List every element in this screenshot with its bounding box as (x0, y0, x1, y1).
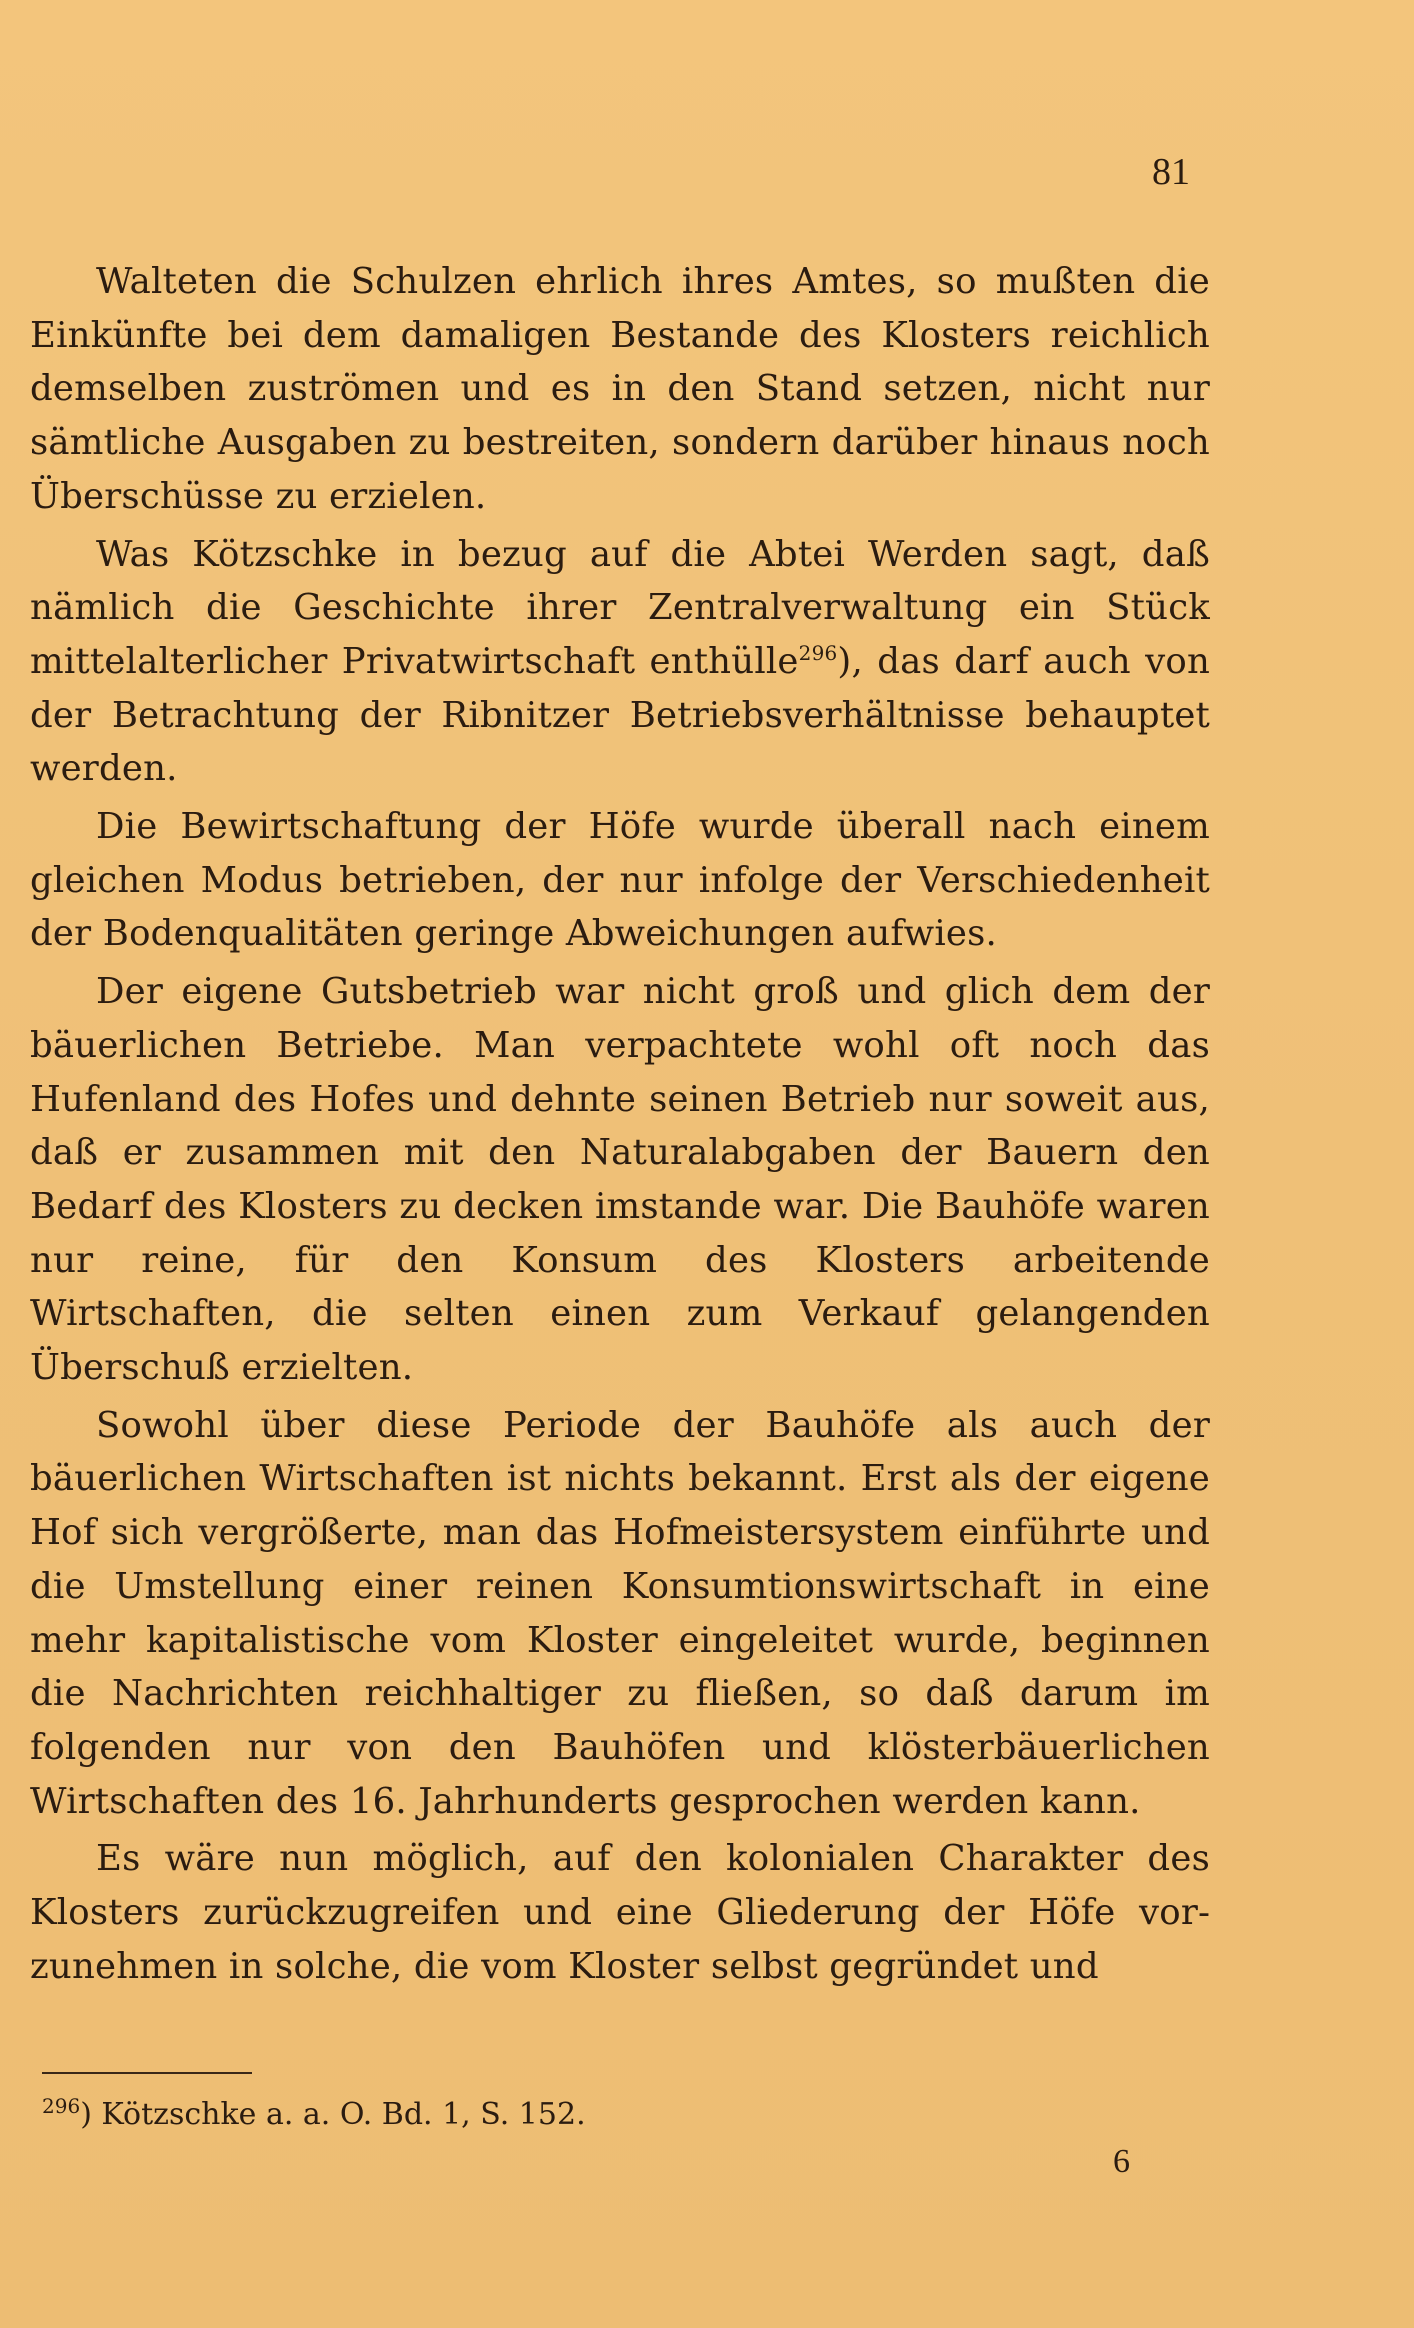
paragraph: Walteten die Schulzen ehrlich ihres Amtes, so mußten die Einkünfte bei dem damaligen Bestande des Klosters reichlich demselben zuströmen und es in den Stand setzen, nicht nur sämtliche Ausgaben zu bestreiten, sondern darüber hinaus noch Überschüsse zu erzielen. (30, 261, 1210, 517)
footnote (42, 2095, 586, 2135)
paragraph: Die Bewirtschaftung der Höfe wurde überall nach einem gleichen Modus betrieben, der nur infolge der Verschiedenheit der Bodenqualitäten geringe Abweichungen aufwies. (30, 806, 1210, 955)
paragraph (30, 528, 1210, 797)
footnote-mark: 296 (42, 2094, 81, 2118)
page-number: 81 (1152, 151, 1190, 193)
footnote-text: ) Kötzschke a. a. O. Bd. 1, S. 152. (80, 2097, 586, 2132)
paragraph: Der eigene Gutsbetrieb war nicht groß und glich dem der bäuerlichen Betriebe. Man verpachtete wohl oft noch das Hufenland des Hofes und dehnte seinen Betrieb nur soweit aus, daß er zusammen mit den Naturalabgaben der Bauern den Bedarf des Klosters zu decken imstande war. Die Bauhöfe waren nur reine, für den Konsum des Klosters arbeitende Wirtschaften, die selten einen zum Verkauf gelangenden Überschuß erzielten. (30, 971, 1210, 1389)
body-text (30, 255, 1210, 1998)
paragraph: Es wäre nun möglich, auf den kolonialen Charakter des Klosters zurückzugreifen und eine Gliederung der Höfe vorzunehmen in solche, die vom Kloster selbst gegründet und (30, 1838, 1210, 1987)
paragraph-text: Was Kötzschke in bezug auf die Abtei Werden sagt, daß nämlich die Geschichte ihrer Zentralverwaltung ein Stück mittelalterlicher Privatwirtschaft enthülle (30, 533, 1210, 682)
paragraph-text: ), das darf auch von der Betrachtung der Ribnitzer Betriebsverhältnisse behauptet werden. (30, 640, 1211, 790)
footnote-divider (42, 2072, 252, 2074)
signature-mark: 6 (1113, 2143, 1130, 2180)
paragraph: Sowohl über diese Periode der Bauhöfe als auch der bäuerlichen Wirtschaften ist nichts bekannt. Erst als der eigene Hof sich vergrößerte, man das Hofmeistersystem einführte und die Umstellung einer reinen Konsumtionswirtschaft in eine mehr kapitalistische vom Kloster eingeleitet wurde, beginnen die Nachrichten reichhaltiger zu fließen, so daß darum im folgenden nur von den Bauhöfen und klösterbäuerlichen Wirtschaften des 16. Jahrhunderts gesprochen werden kann. (30, 1404, 1210, 1822)
footnote-reference: 296 (798, 641, 838, 666)
